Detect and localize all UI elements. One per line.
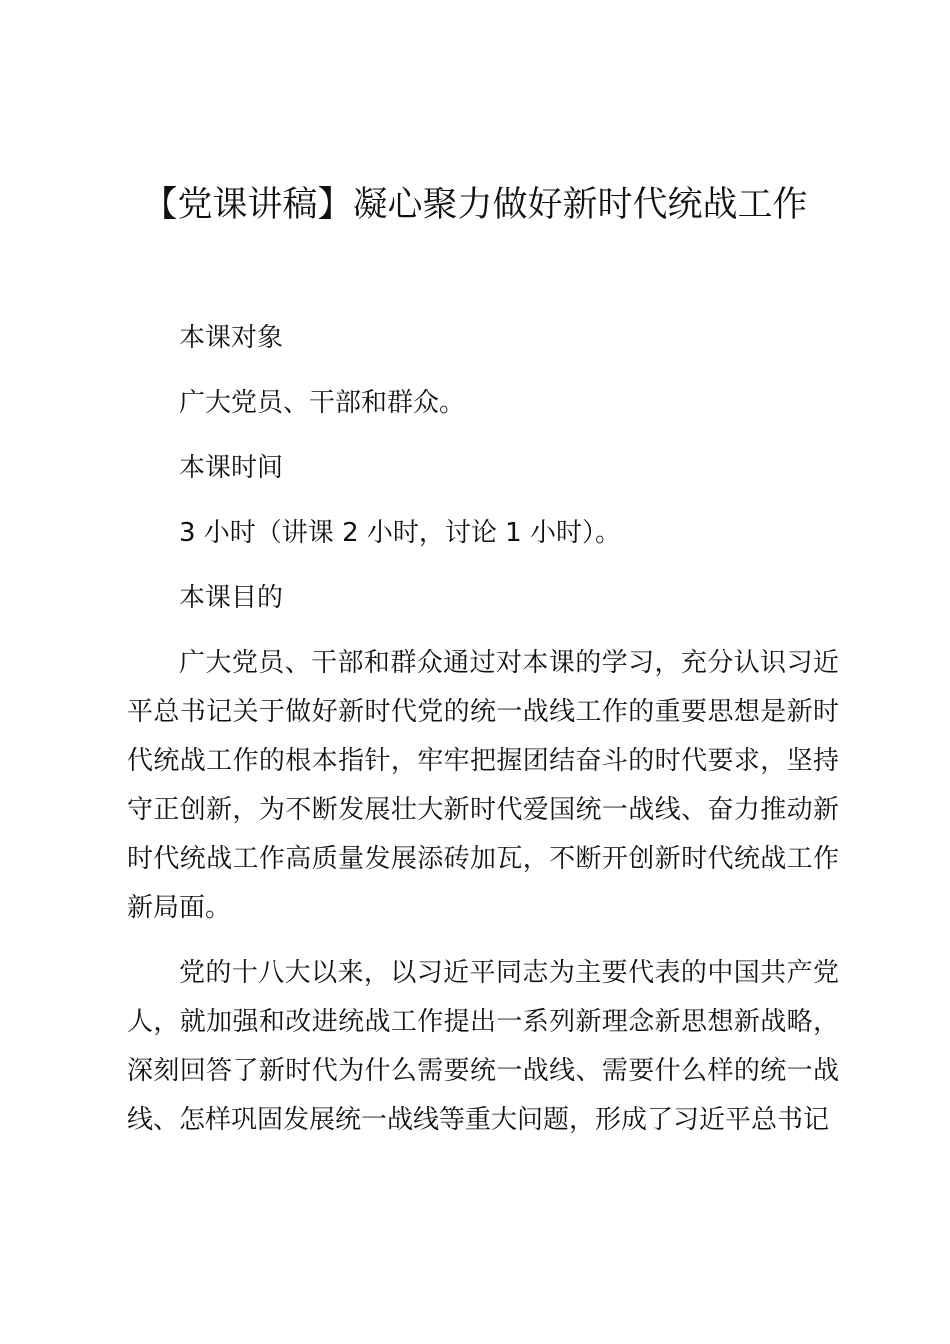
- document-body: [127, 314, 839, 1161]
- duration-text: 3 小时（讲课 2 小时，讨论 1 小时）。: [179, 518, 621, 548]
- section-heading-duration: 本课时间: [179, 453, 284, 483]
- section-heading-purpose: 本课目的: [179, 583, 284, 613]
- body-paragraph: 党的十八大以来，以习近平同志为主要代表的中国共产党人，就加强和改进统战工作提出一系列新理念新思想新战略，深刻回答了新时代为什么需要统一战线、需要什么样的统一战线、怎样巩固发展统一战线等重大问题，形成了习近平总书记: [127, 958, 839, 1135]
- document-title: 【党课讲稿】凝心聚力做好新时代统战工作: [142, 185, 808, 225]
- section-heading-audience: 本课对象: [179, 323, 284, 353]
- purpose-paragraph: 广大党员、干部和群众通过对本课的学习，充分认识习近平总书记关于做好新时代党的统一战线工作的重要思想是新时代统战工作的根本指针，牢牢把握团结奋斗的时代要求，坚持守正创新，为不断发展壮大新时代爱国统一战线、奋力推动新时代统战工作高质量发展添砖加瓦，不断开创新时代统战工作新局面。: [127, 648, 839, 923]
- audience-text: 广大党员、干部和群众。: [179, 388, 466, 418]
